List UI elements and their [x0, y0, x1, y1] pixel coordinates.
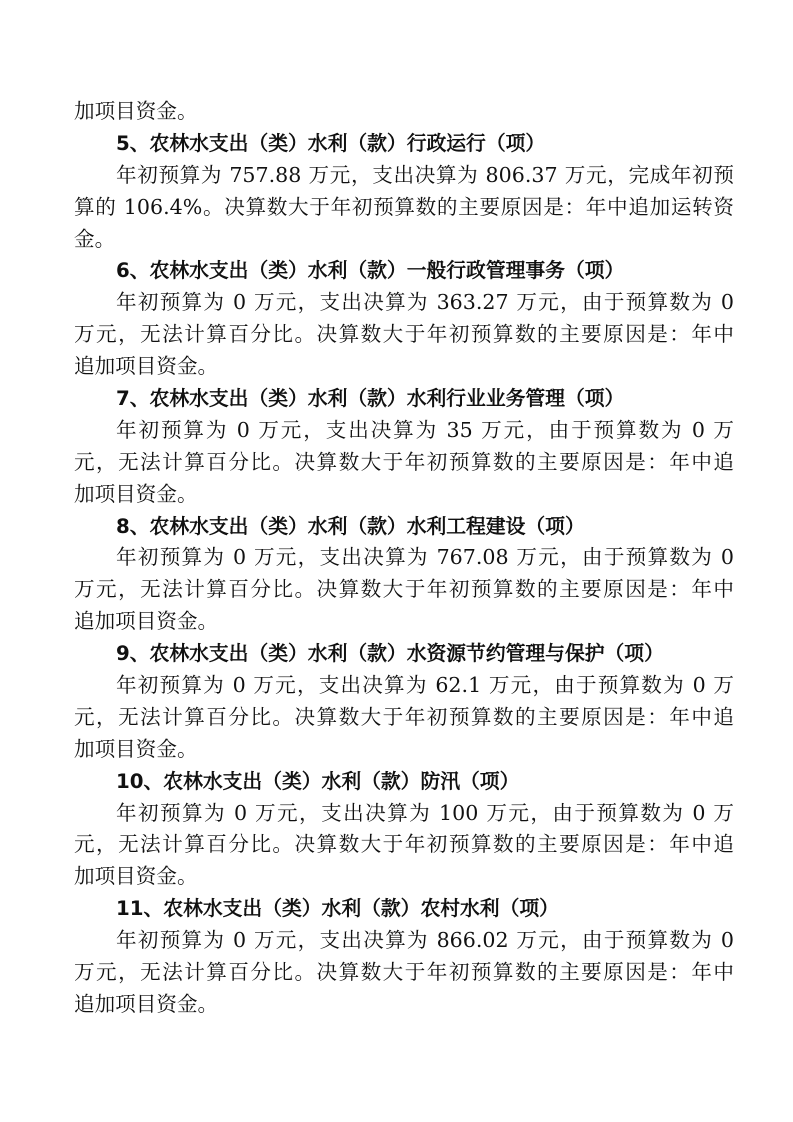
paragraph-line: 年初预算为 757.88 万元，支出决算为 806.37 万元，完成年初预 [116, 162, 734, 187]
paragraph-line: 追加项目资金。 [74, 609, 219, 634]
paragraph-line: 元，无法计算百分比。决算数大于年初预算数的主要原因是：年中追 [74, 449, 734, 474]
section-heading: 9、农林水支出（类）水利（款）水资源节约管理与保护（项） [116, 642, 664, 666]
section-heading: 11、农林水支出（类）水利（款）农村水利（项） [116, 897, 559, 921]
paragraph-line: 金。 [74, 226, 116, 251]
section-6 [74, 255, 734, 383]
paragraph-line: 年初预算为 0 万元，支出决算为 363.27 万元，由于预算数为 0 [116, 290, 734, 315]
section-heading: 6、农林水支出（类）水利（款）一般行政管理事务（项） [116, 259, 625, 283]
paragraph-line: 年初预算为 0 万元，支出决算为 35 万元，由于预算数为 0 万 [116, 417, 734, 442]
paragraph-line: 加项目资金。 [74, 864, 198, 889]
document-body [74, 96, 734, 1021]
section-9 [74, 638, 734, 766]
section-5 [74, 128, 734, 256]
paragraph-line: 年初预算为 0 万元，支出决算为 866.02 万元，由于预算数为 0 [116, 928, 734, 953]
section-11 [74, 893, 734, 1021]
paragraph-line: 年初预算为 0 万元，支出决算为 100 万元，由于预算数为 0 万 [116, 800, 734, 825]
paragraph-line: 年初预算为 0 万元，支出决算为 62.1 万元，由于预算数为 0 万 [116, 673, 734, 698]
paragraph-line: 算的 106.4%。决算数大于年初预算数的主要原因是：年中追加运转资 [74, 194, 734, 219]
paragraph-line: 追加项目资金。 [74, 354, 219, 379]
paragraph-line: 万元，无法计算百分比。决算数大于年初预算数的主要原因是：年中 [74, 960, 734, 985]
section-heading: 5、农林水支出（类）水利（款）行政运行（项） [116, 131, 546, 155]
section-heading: 7、农林水支出（类）水利（款）水利行业业务管理（项） [116, 387, 625, 411]
section-8 [74, 511, 734, 639]
paragraph-line: 万元，无法计算百分比。决算数大于年初预算数的主要原因是：年中 [74, 322, 734, 347]
paragraph-line: 加项目资金。 [74, 481, 198, 506]
paragraph-line: 年初预算为 0 万元，支出决算为 767.08 万元，由于预算数为 0 [116, 545, 734, 570]
continued-paragraph-line: 加项目资金。 [74, 99, 198, 123]
paragraph-line: 万元，无法计算百分比。决算数大于年初预算数的主要原因是：年中 [74, 577, 734, 602]
section-10 [74, 766, 734, 894]
section-heading: 10、农林水支出（类）水利（款）防汛（项） [116, 769, 520, 793]
paragraph-line: 追加项目资金。 [74, 991, 219, 1016]
paragraph-line: 元，无法计算百分比。决算数大于年初预算数的主要原因是：年中追 [74, 704, 734, 729]
section-7 [74, 383, 734, 511]
paragraph-line: 元，无法计算百分比。决算数大于年初预算数的主要原因是：年中追 [74, 832, 734, 857]
section-heading: 8、农林水支出（类）水利（款）水利工程建设（项） [116, 514, 585, 538]
paragraph-line: 加项目资金。 [74, 736, 198, 761]
